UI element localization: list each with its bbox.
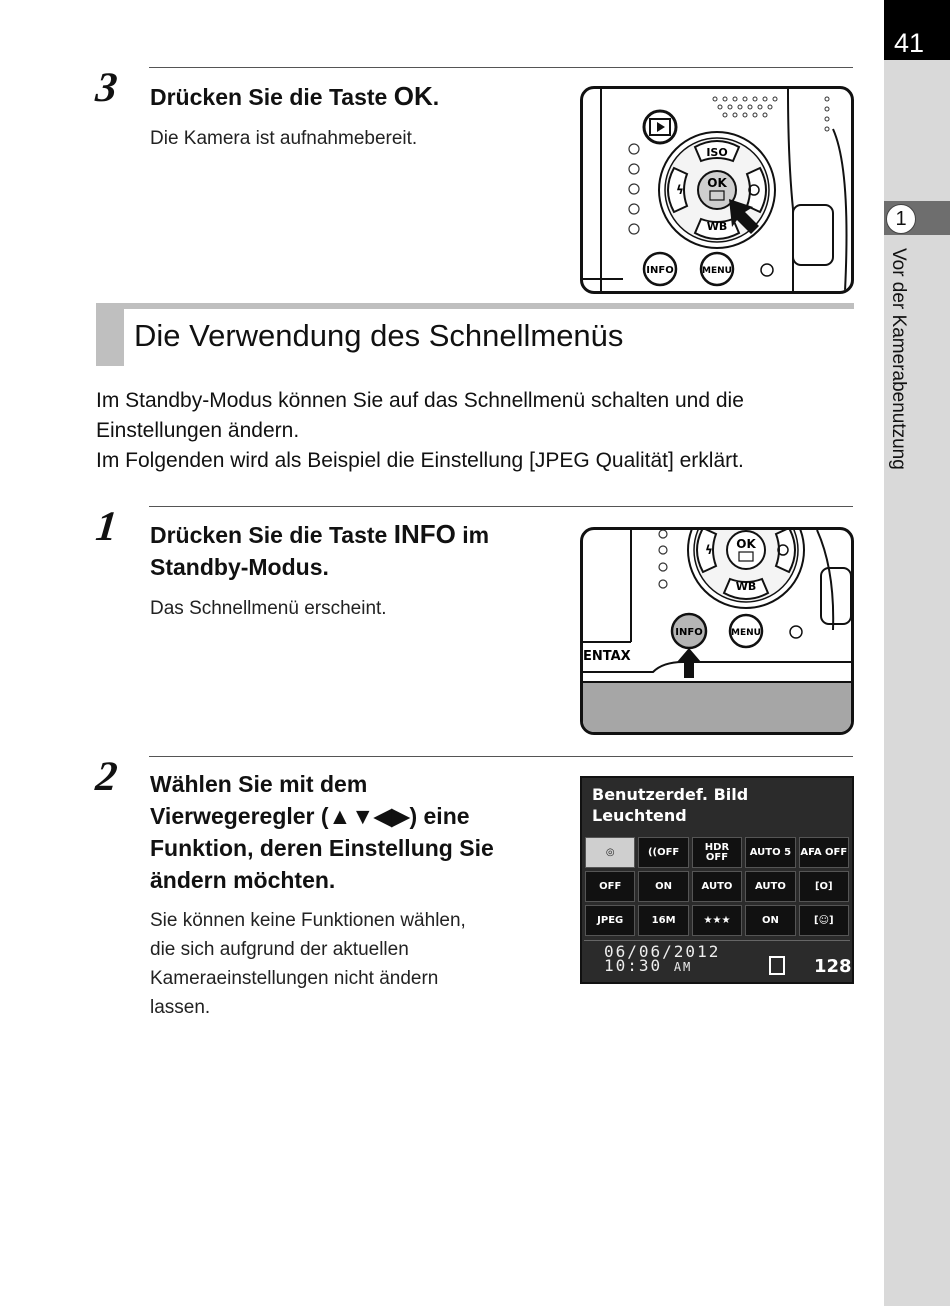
camera-back-illustration-ok xyxy=(580,86,854,294)
svg-text:OK: OK xyxy=(736,537,756,551)
svg-text:INFO: INFO xyxy=(675,627,703,638)
step-body-line: lassen. xyxy=(150,997,211,1018)
svg-text:MENU: MENU xyxy=(702,266,732,276)
quick-menu-cell-custom-image[interactable]: ◎ xyxy=(585,837,635,868)
step-title-text: Drücken Sie die Taste xyxy=(150,84,394,110)
brand-label: ENTAX xyxy=(583,649,631,664)
quick-menu-shots-remaining: 128 xyxy=(814,956,852,977)
quick-menu-header xyxy=(592,784,748,826)
svg-text:OK: OK xyxy=(707,176,727,190)
step-body: Die Kamera ist aufnahmebereit. xyxy=(150,128,418,149)
quick-menu-cell-jpeg[interactable]: JPEG xyxy=(585,905,635,936)
quick-menu-grid xyxy=(585,837,849,936)
quick-menu-cell-auto[interactable]: AUTO 5 xyxy=(745,837,795,868)
quick-menu-value: Leuchtend xyxy=(592,806,687,825)
camera-back-drawing xyxy=(583,89,851,291)
section-rule xyxy=(96,303,854,309)
step-title-suffix: . xyxy=(432,84,440,110)
step-rule xyxy=(149,67,853,68)
quick-menu-ampm: AM xyxy=(673,960,693,974)
quick-menu-cell-resolution[interactable]: 16M xyxy=(638,905,688,936)
step-title xyxy=(150,768,494,896)
svg-text:MENU: MENU xyxy=(731,628,761,638)
step-body-line: Sie können keine Funktionen wählen, xyxy=(150,910,466,931)
camera-back-illustration-info xyxy=(580,527,854,735)
step-body xyxy=(150,906,466,1022)
quick-menu-cell-hdr[interactable]: HDR OFF xyxy=(692,837,742,868)
page-number: 41 xyxy=(893,28,925,58)
quick-menu-cell-quality[interactable]: ★★★ xyxy=(692,905,742,936)
quick-menu-cell-auto-3[interactable]: AUTO xyxy=(745,871,795,902)
quick-menu-divider xyxy=(584,940,850,941)
quick-menu-cell-on[interactable]: ON xyxy=(638,871,688,902)
step-rule xyxy=(149,506,853,507)
camera-back-drawing xyxy=(583,530,851,732)
step-number: 2 xyxy=(93,754,120,800)
ok-key-label: OK xyxy=(393,81,433,111)
quick-menu-date: 06/06/2012 xyxy=(604,942,721,961)
chapter-title: Vor der Kamerabenutzung xyxy=(888,248,909,470)
step-title-line: ändern möchten. xyxy=(150,867,336,893)
svg-text:ISO: ISO xyxy=(706,146,728,159)
info-key-label: INFO xyxy=(393,519,456,549)
step-title-suffix: im xyxy=(455,522,490,548)
intro-line: Im Folgenden wird als Beispiel die Einstellung [JPEG Qualität] erklärt. xyxy=(96,449,744,472)
step-body: Das Schnellmenü erscheint. xyxy=(150,598,387,619)
intro-paragraph xyxy=(96,386,856,476)
side-tab xyxy=(884,0,950,1306)
quick-menu-cell-auto-2[interactable]: AUTO xyxy=(692,871,742,902)
step-title-line: Funktion, deren Einstellung Sie xyxy=(150,835,494,861)
step-title-line: Vierwegeregler (▲▼◀▶) eine xyxy=(150,803,470,829)
quick-menu-cell-off[interactable]: OFF xyxy=(585,871,635,902)
svg-text:WB: WB xyxy=(706,220,728,233)
step-title-line2: Standby-Modus. xyxy=(150,554,329,580)
step-rule xyxy=(149,756,853,757)
quick-menu-datetime xyxy=(604,942,721,975)
quick-menu-cell-afa[interactable]: AFA OFF xyxy=(799,837,849,868)
quick-menu-title: Benutzerdef. Bild xyxy=(592,785,749,804)
step-title xyxy=(150,518,489,583)
quick-menu-cell-face-detect[interactable]: [☺] xyxy=(799,905,849,936)
chapter-number: 1 xyxy=(886,204,916,234)
quick-menu-cell-digital-filter[interactable]: ((OFF xyxy=(638,837,688,868)
intro-line: Im Standby-Modus können Sie auf das Schnellmenü schalten und die xyxy=(96,389,744,412)
svg-text:ϟ: ϟ xyxy=(676,183,684,197)
quick-menu-cell-metering[interactable]: [O] xyxy=(799,871,849,902)
svg-text:WB: WB xyxy=(735,580,757,593)
step-title xyxy=(150,80,439,113)
step-body-line: Kameraeinstellungen nicht ändern xyxy=(150,968,439,989)
intro-line: Einstellungen ändern. xyxy=(96,419,300,442)
sd-card-icon xyxy=(769,956,785,975)
step-title-line: Wählen Sie mit dem xyxy=(150,771,368,797)
quick-menu-time: 10:30 xyxy=(604,956,663,975)
section-title: Die Verwendung des Schnellmenüs xyxy=(134,318,624,353)
step-body-line: die sich aufgrund der aktuellen xyxy=(150,939,409,960)
step-title-text: Drücken Sie die Taste xyxy=(150,522,394,548)
quick-menu-screen xyxy=(580,776,854,984)
svg-text:ϟ: ϟ xyxy=(705,543,713,557)
section-marker xyxy=(96,303,124,366)
step-number: 3 xyxy=(93,65,120,111)
svg-text:INFO: INFO xyxy=(646,265,674,276)
quick-menu-cell-shake-reduction[interactable]: ON xyxy=(745,905,795,936)
step-number: 1 xyxy=(93,504,120,550)
